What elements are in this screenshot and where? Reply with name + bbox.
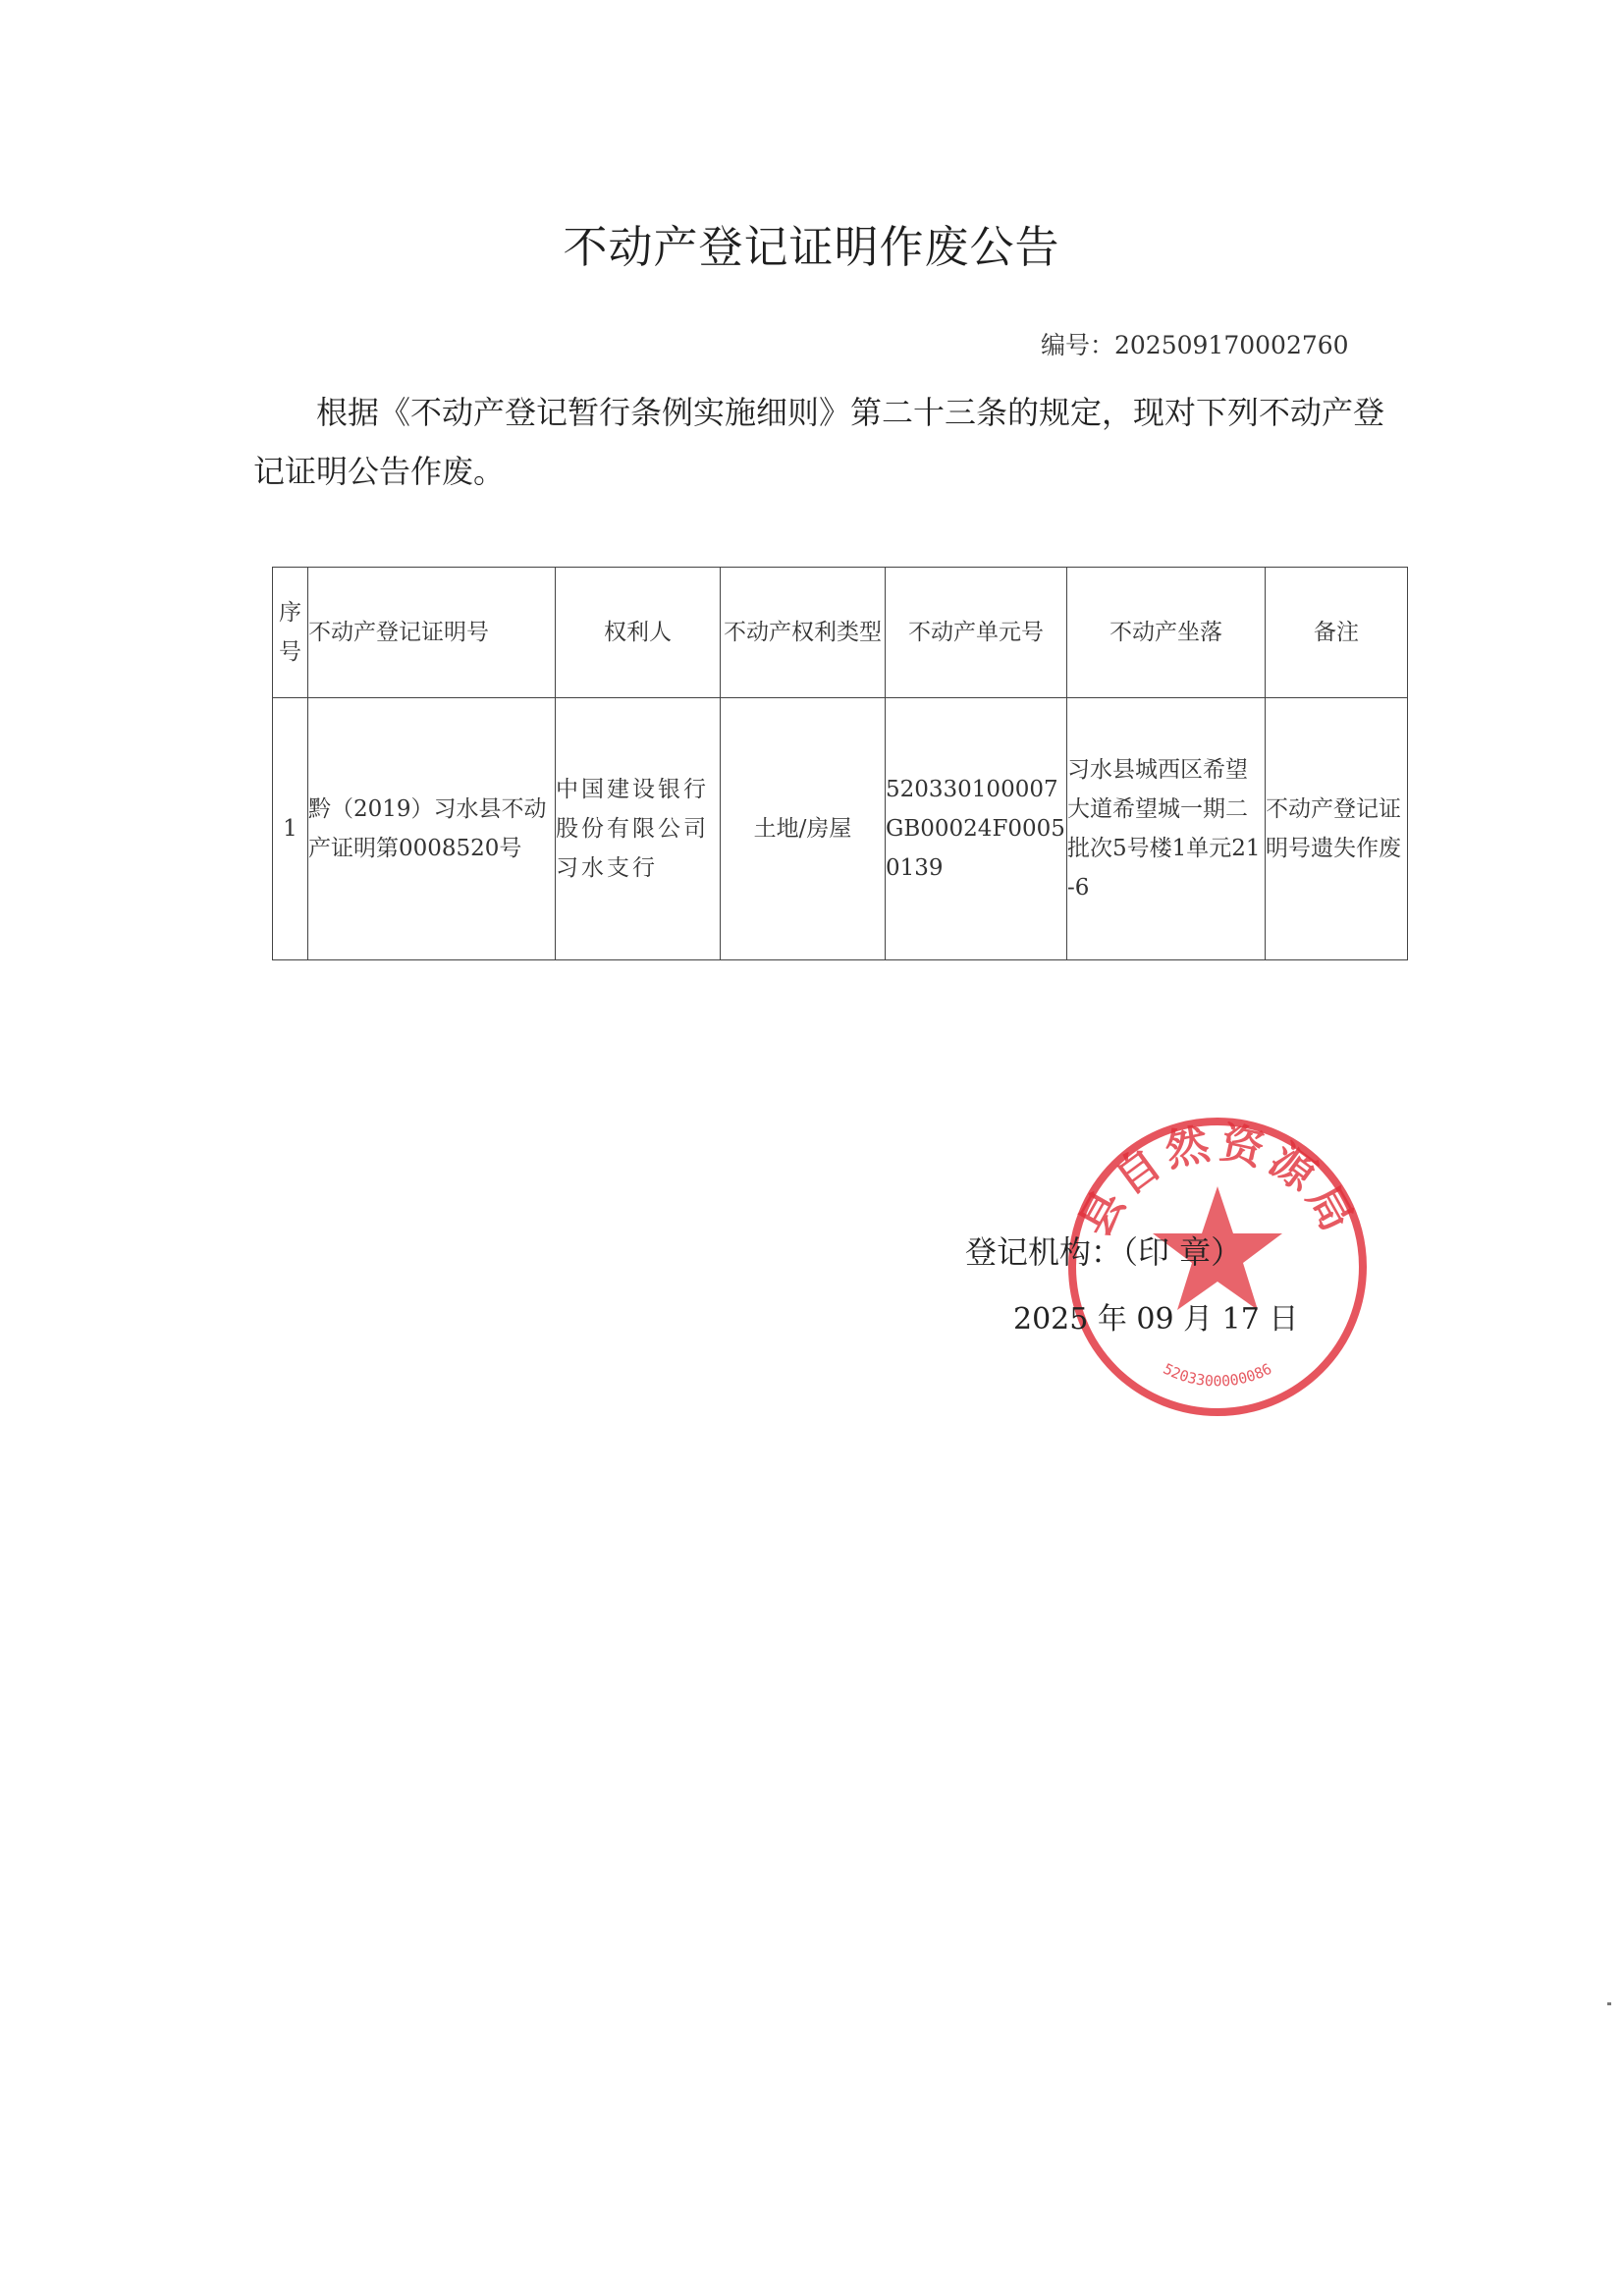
cell-location: 习水县城西区希望大道希望城一期二批次5号楼1单元21-6: [1067, 698, 1266, 960]
cell-remarks: 不动产登记证明号遗失作废: [1266, 698, 1408, 960]
cell-unit-no: 520330100007GB00024F00050139: [886, 698, 1067, 960]
cell-index: 1: [273, 698, 308, 960]
cell-cert-no: 黔（2019）习水县不动产证明第0008520号: [308, 698, 556, 960]
svg-text:5203300000086: [1161, 1360, 1274, 1391]
header-cell-index: 序号: [273, 568, 308, 698]
document-number: 编号：202509170002760: [1041, 331, 1349, 359]
header-cell-unit-no: 不动产单元号: [886, 568, 1067, 698]
registration-authority-label: 登记机构：（印 章）: [965, 1233, 1243, 1271]
scan-speck: [1607, 2002, 1611, 2005]
header-cell-cert-no: 不动产登记证明号: [308, 568, 556, 698]
cell-rights-type: 土地/房屋: [721, 698, 886, 960]
table-header-row: [273, 568, 1408, 698]
signature-date: 2025 年 09 月 17 日: [1013, 1302, 1299, 1337]
seal-code: 5203300000086: [1160, 1359, 1275, 1391]
header-cell-remarks: 备注: [1266, 568, 1408, 698]
cell-rights-holder: 中国建设银行股份有限公司习水支行: [556, 698, 721, 960]
header-cell-location: 不动产坐落: [1067, 568, 1266, 698]
table-row: [273, 698, 1408, 960]
page-title: 不动产登记证明作废公告: [563, 221, 1060, 273]
header-cell-rights-type: 不动产权利类型: [721, 568, 886, 698]
certificate-table: [272, 567, 1408, 960]
seal-text: 县自然资源局: [1069, 1118, 1366, 1245]
header-cell-rights-holder: 权利人: [556, 568, 721, 698]
notice-body-text: 根据《不动产登记暂行条例实施细则》第二十三条的规定，现对下列不动产登记证明公告作废。: [253, 394, 1385, 490]
